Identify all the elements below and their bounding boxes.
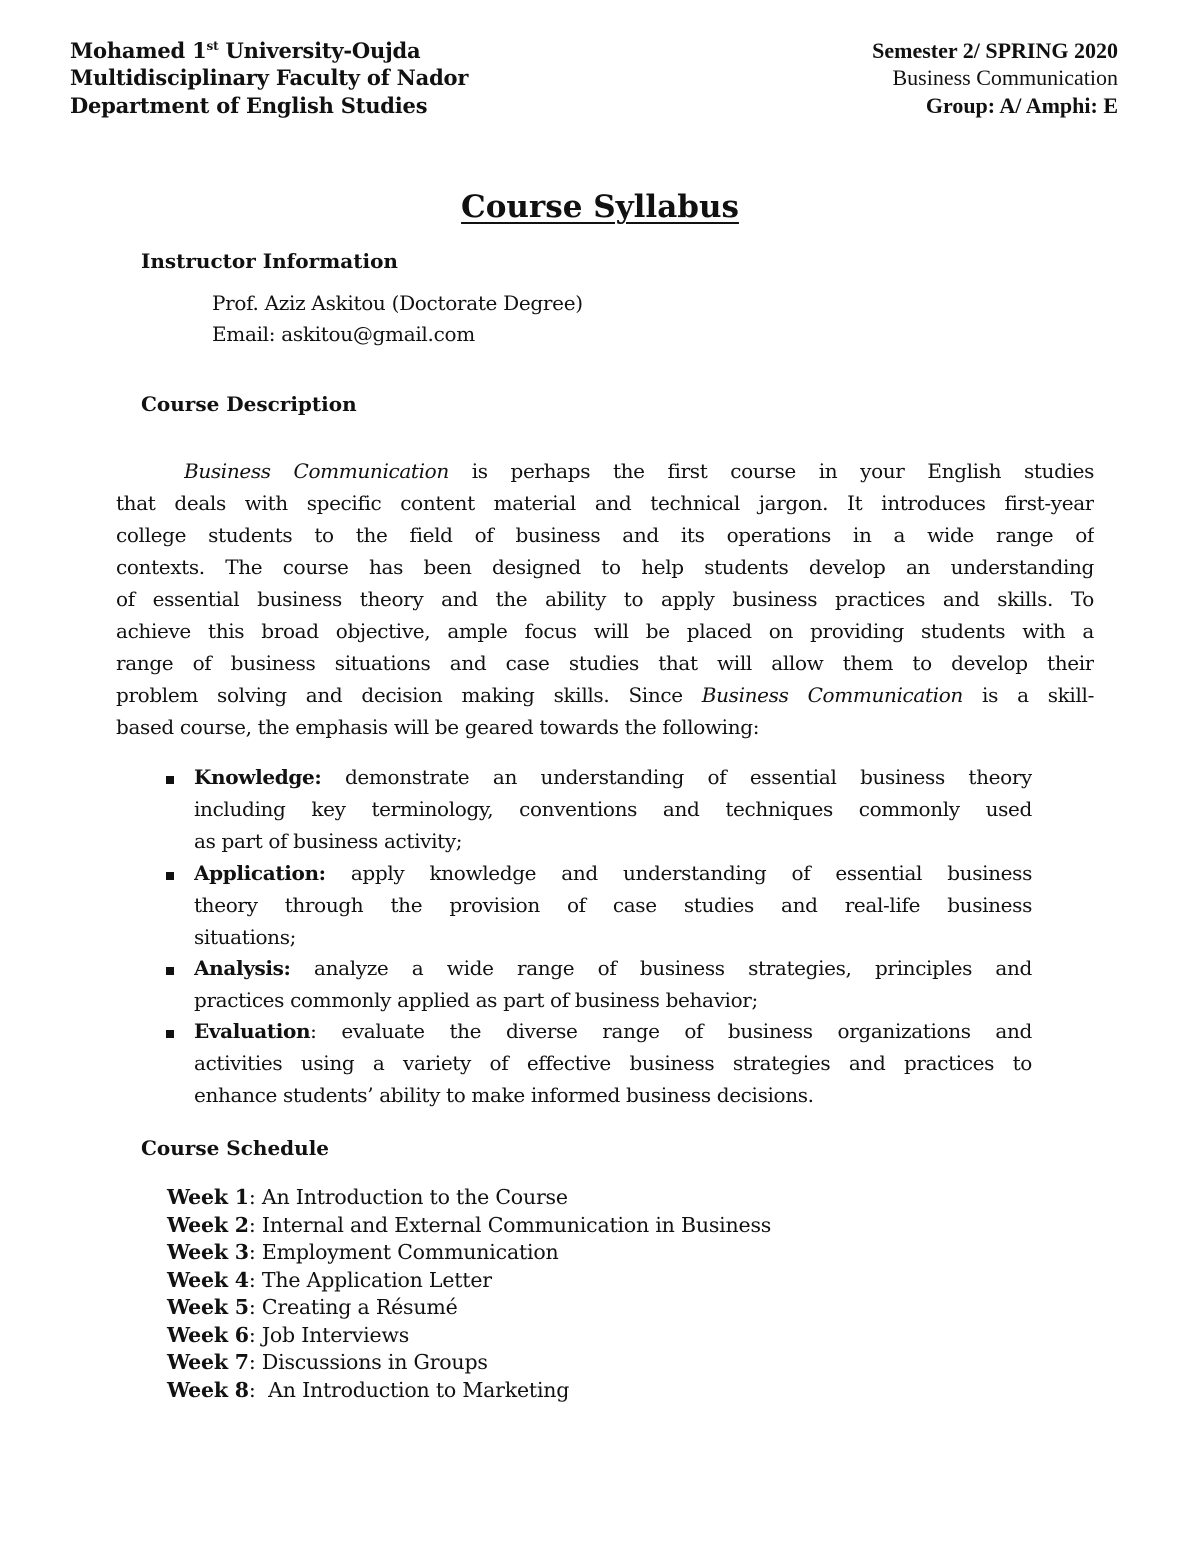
objective-knowledge: Knowledge: demonstrate an understanding of essential business theory [194, 765, 1032, 789]
department-name: Department of English Studies [70, 93, 428, 118]
description-line: based course, the emphasis will be geared towards the following: [116, 715, 760, 739]
objective-line: practices commonly applied as part of business behavior; [194, 988, 758, 1012]
objective-line: situations; [194, 925, 297, 949]
schedule-week: Week 3: Employment Communication [167, 1240, 559, 1264]
bullet-square-icon [166, 967, 174, 975]
instructor-email: Email: askitou@gmail.com [212, 322, 475, 346]
course-name-header: Business Communication [892, 65, 1118, 90]
description-line: of essential business theory and the ability to apply business practices and skills. To [116, 587, 1094, 611]
description-line: range of business situations and case studies that will allow them to develop their [116, 651, 1094, 675]
bullet-square-icon [166, 776, 174, 784]
group-label: Group: A/ Amphi: E [925, 93, 1118, 118]
page-title: Course Syllabus [461, 189, 739, 225]
schedule-heading: Course Schedule [141, 1136, 330, 1160]
schedule-week: Week 6: Job Interviews [167, 1323, 410, 1347]
schedule-week: Week 8: An Introduction to Marketing [167, 1378, 570, 1402]
faculty-name: Multidisciplinary Faculty of Nador [70, 65, 469, 90]
objective-application: Application: apply knowledge and understanding of essential business [194, 861, 1032, 885]
schedule-week: Week 7: Discussions in Groups [167, 1350, 488, 1374]
objective-line: as part of business activity; [194, 829, 463, 853]
university-name: Mohamed 1st University-Oujda [70, 38, 421, 63]
objective-line: activities using a variety of effective business strategies and practices to [194, 1051, 1032, 1075]
schedule-week: Week 2: Internal and External Communication in Business [167, 1213, 772, 1237]
objective-analysis: Analysis: analyze a wide range of business strategies, principles and [194, 956, 1032, 980]
description-line: contexts. The course has been designed to help students develop an understanding [116, 555, 1094, 579]
semester-label: Semester 2/ SPRING 2020 [872, 38, 1118, 63]
objective-evaluation: Evaluation: evaluate the diverse range of business organizations and [194, 1019, 1032, 1043]
bullet-square-icon [166, 1030, 174, 1038]
schedule-week: Week 4: The Application Letter [167, 1268, 492, 1292]
description-line: achieve this broad objective, ample focus will be placed on providing students with a [116, 619, 1094, 643]
instructor-name: Prof. Aziz Askitou (Doctorate Degree) [212, 291, 583, 315]
description-line: college students to the field of business and its operations in a wide range of [116, 523, 1094, 547]
description-line: problem solving and decision making skills. Since Business Communication is a skill- [116, 683, 1094, 707]
objective-line: theory through the provision of case studies and real-life business [194, 893, 1032, 917]
description-line: Business Communication is perhaps the first course in your English studies [184, 459, 1094, 483]
objective-line: enhance students’ ability to make informed business decisions. [194, 1083, 814, 1107]
instructor-heading: Instructor Information [141, 249, 398, 273]
schedule-week: Week 1: An Introduction to the Course [167, 1185, 568, 1209]
schedule-week: Week 5: Creating a Résumé [167, 1295, 458, 1319]
objective-line: including key terminology, conventions and techniques commonly used [194, 797, 1032, 821]
description-heading: Course Description [141, 392, 357, 416]
description-line: that deals with specific content material and technical jargon. It introduces first-year [116, 491, 1094, 515]
bullet-square-icon [166, 872, 174, 880]
